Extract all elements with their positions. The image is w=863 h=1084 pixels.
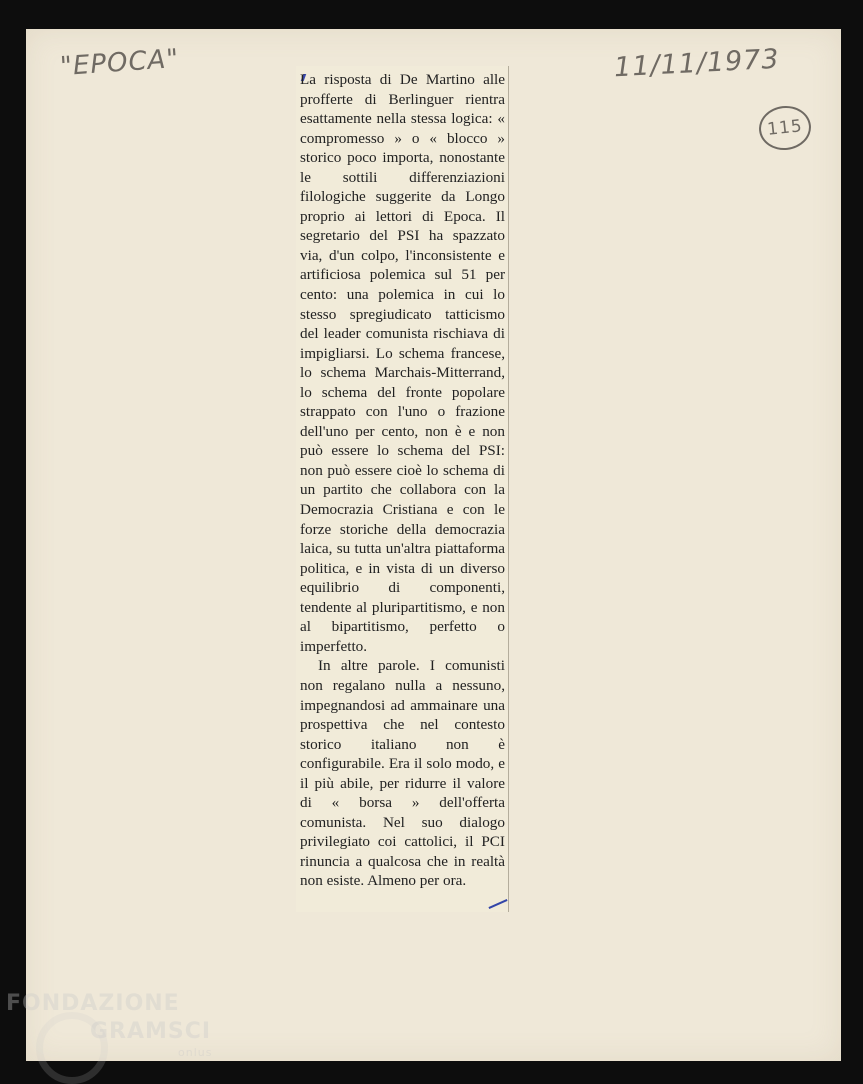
article-text [300, 70, 505, 891]
article-paragraph-1: La risposta di De Martino alle profferte di Berlinguer rientra esattamente nella stessa logica: « compromesso » o « blocco » storico poco importa, nonostante le sottili differenziazioni filologiche suggerite da Longo proprio ai lettori di Epoca. Il segretario del PSI ha spazzato via, d'un colpo, l'inconsistente e artificiosa polemica sul 51 per cento: una polemica in cui lo stesso spregiudicato tatticismo del leader comunista rischiava di impigliarsi. Lo schema francese, lo schema Marchais-Mitterrand, lo schema del fronte popolare strappato con l'uno o frazione dell'uno per cento, non è e non può essere lo schema del PSI: non può essere cioè lo schema di un partito che collabora con la Democrazia Cristiana e con le forze storiche della democrazia laica, su tutta un'altra piattaforma politica, e in vista di un diverso equilibrio di componenti, tendente al pluripartitismo, e non al bipartitismo, perfetto o imperfetto. [300, 71, 505, 655]
handwritten-date: 11/11/1973 [613, 43, 781, 84]
watermark [6, 990, 212, 1060]
handwritten-page-number: 115 [757, 103, 813, 152]
watermark-line-1: FONDAZIONE [6, 991, 180, 1016]
handwritten-source: "EPOCA" [59, 43, 181, 83]
watermark-line-2: GRAMSCI [90, 1019, 212, 1044]
article-paragraph-2: In altre parole. I comunisti non regalano nulla a nessuno, impegnandosi ad ammainare una prospettiva che nel contesto storico italiano non è configurabile. Era il solo modo, e il più abile, per ridurre il valore di « borsa » dell'offerta comunista. Nel suo dialogo privilegiato coi cattolici, il PCI rinuncia a qualcosa che in realtà non esiste. Almeno per ora. [300, 657, 505, 890]
watermark-line-3: onlus [178, 1046, 213, 1059]
